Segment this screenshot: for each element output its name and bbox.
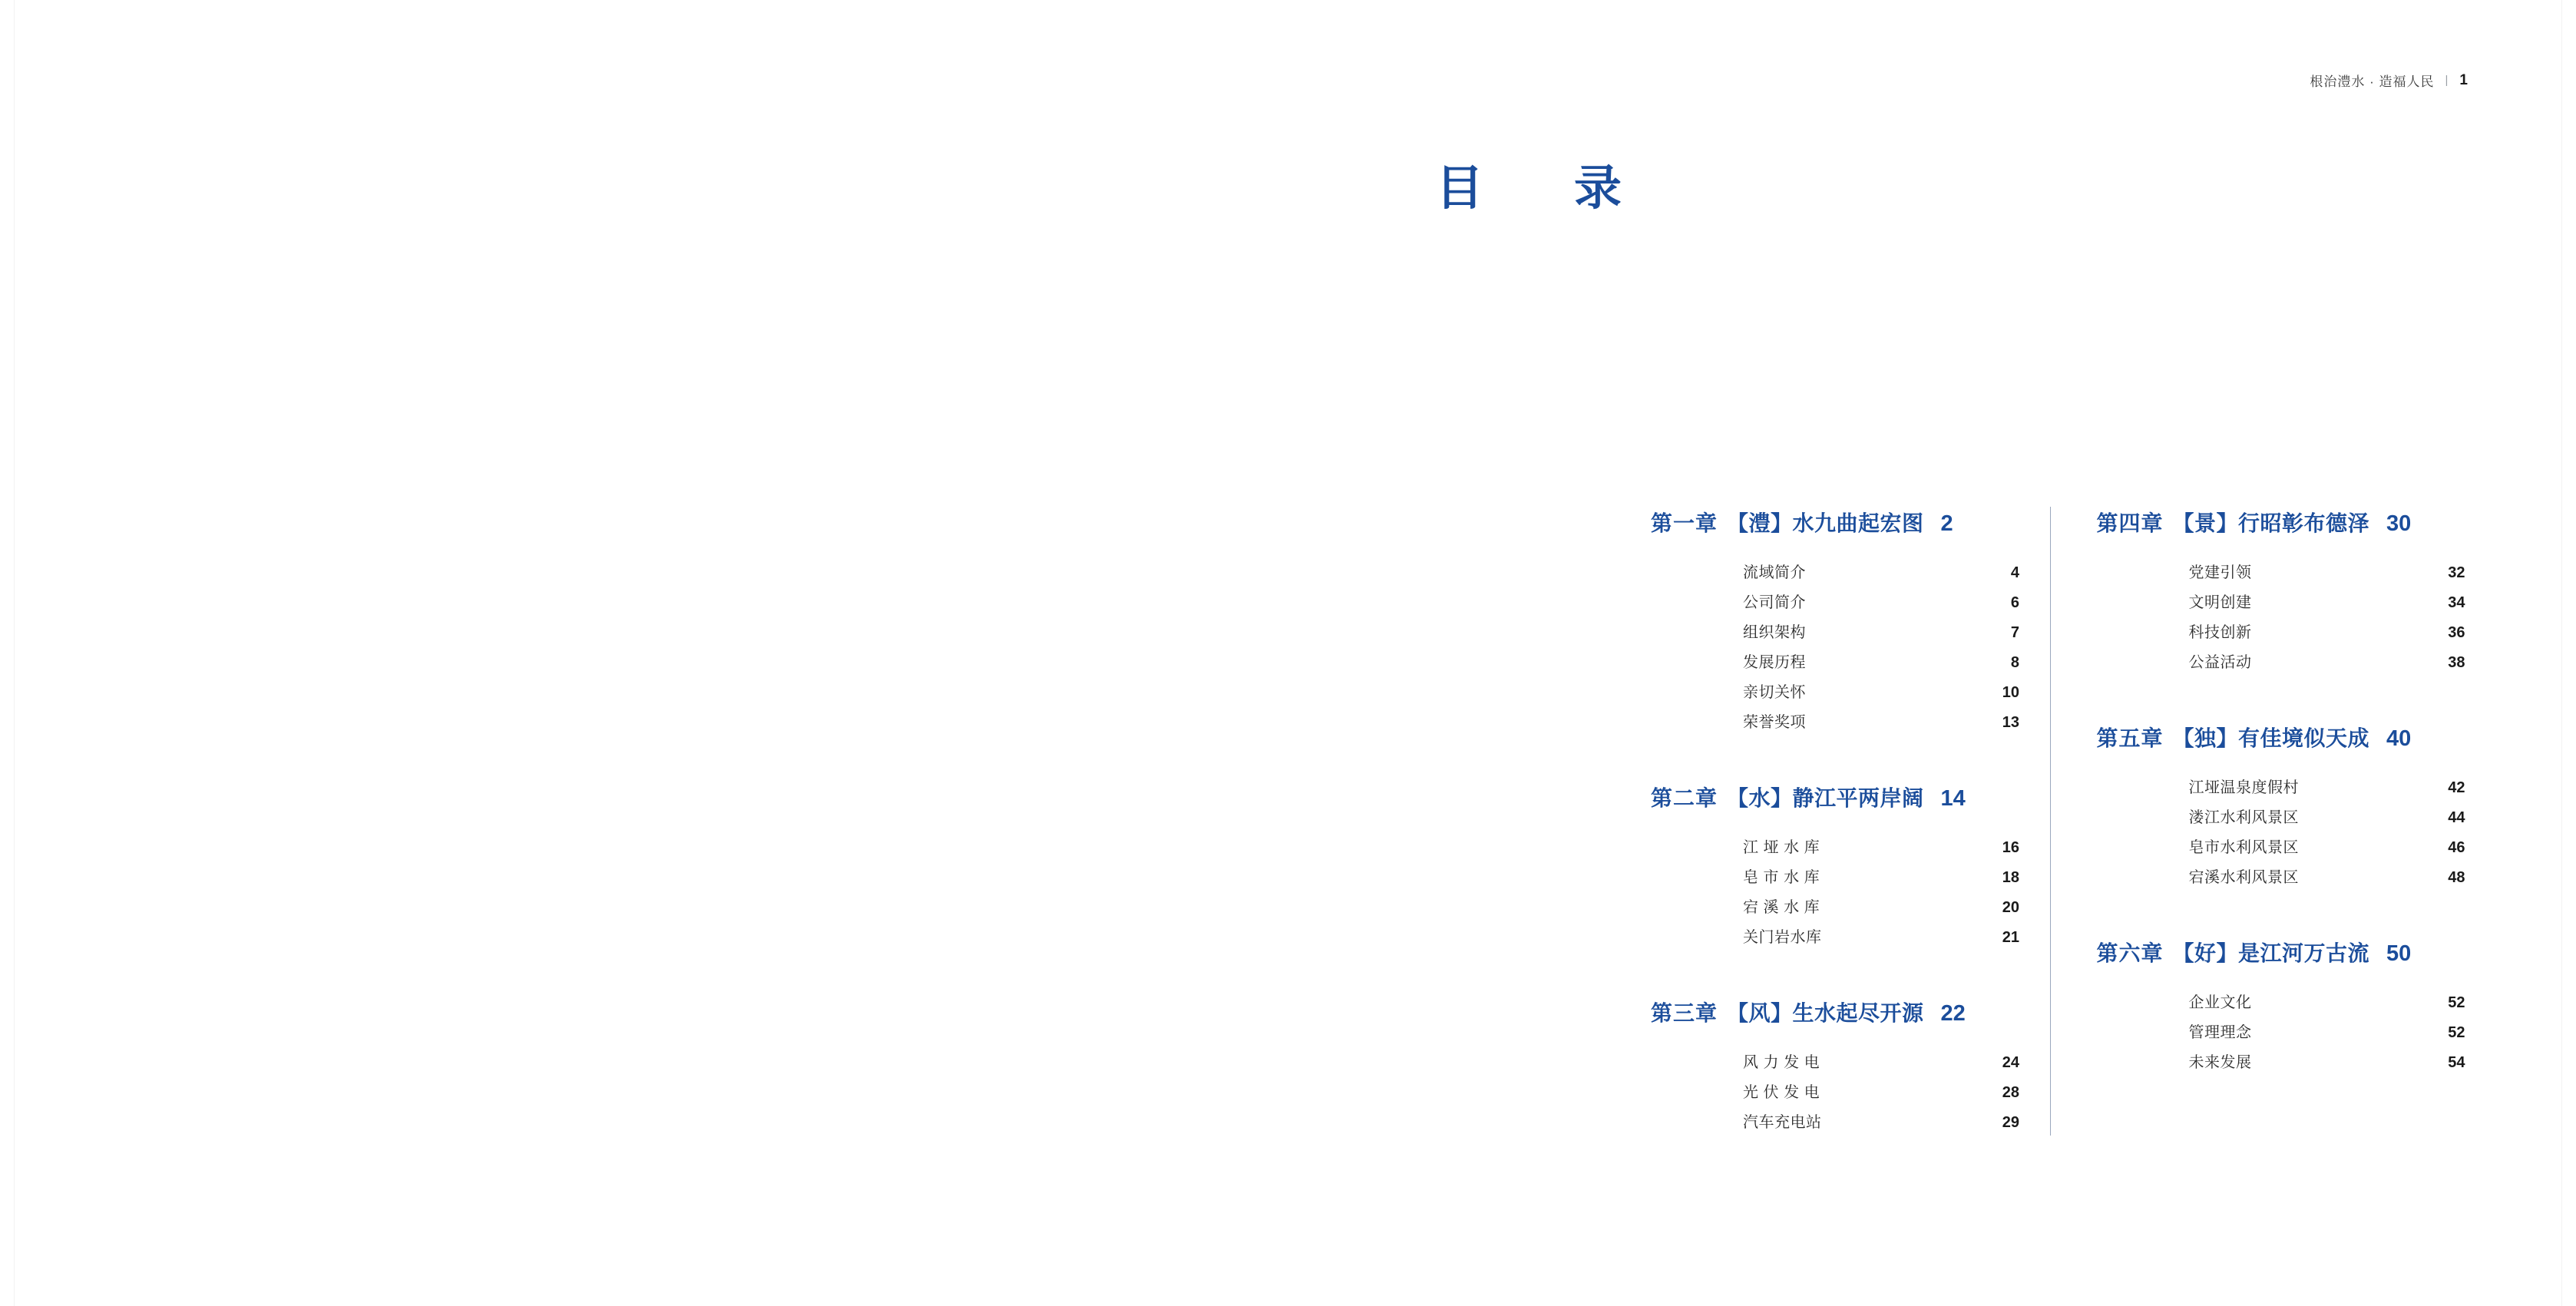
toc-entry-list [2189,556,2465,676]
running-head [2310,71,2469,90]
chapter-page: 2 [1940,511,1953,536]
page-number: 1 [2459,71,2469,88]
entry-label: 发展历程 [1743,654,1806,671]
list-item[interactable] [2189,771,2465,801]
toc-chapter-heading[interactable] [2097,507,2496,537]
list-item[interactable] [2189,801,2465,831]
list-item[interactable] [2189,1016,2465,1046]
toc-chapter [1651,997,2050,1136]
list-item[interactable] [1743,676,2019,706]
entry-label: 企业文化 [2188,994,2252,1011]
list-item[interactable] [2189,831,2465,861]
toc-entry-list [1743,1046,2019,1136]
entry-page: 21 [2002,929,2019,946]
toc-entry-list [1743,831,2019,951]
entry-page: 24 [2002,1054,2019,1071]
entry-page: 29 [2002,1114,2019,1131]
entry-label: 文明创建 [2188,594,2252,611]
entry-page: 46 [2448,839,2465,856]
entry-page: 36 [2448,624,2465,641]
toc-chapter-heading[interactable] [2097,937,2496,967]
entry-label: 皂市水利风景区 [2188,839,2299,856]
toc-chapter-heading[interactable] [1651,997,2050,1027]
running-head-separator: | [2445,74,2449,87]
list-item[interactable] [1743,891,2019,921]
list-item[interactable] [2189,646,2465,676]
chapter-page: 50 [2386,941,2412,966]
list-item[interactable] [2189,986,2465,1016]
list-item[interactable] [2189,556,2465,586]
list-item[interactable] [2189,1046,2465,1076]
chapter-number: 第六章 [2096,941,2164,965]
entry-page: 10 [2002,684,2019,701]
chapter-name: 【独】有佳境似天成 [2172,726,2370,750]
toc-column-left [1651,507,2050,1136]
entry-label: 流域简介 [1743,564,1806,581]
toc-chapter [1651,507,2050,736]
entry-label: 科技创新 [2188,624,2252,641]
chapter-name: 【好】是江河万古流 [2172,941,2370,965]
chapter-name: 【风】生水起尽开源 [1727,1001,1924,1025]
entry-label: 江垭温泉度假村 [2188,779,2299,796]
list-item[interactable] [1743,706,2019,736]
entry-label: 未来发展 [2188,1054,2252,1071]
list-item[interactable] [1743,1046,2019,1076]
entry-label: 公益活动 [2188,654,2252,671]
entry-label: 关门岩水库 [1743,929,1822,946]
entry-page: 32 [2448,564,2465,581]
entry-label: 光 伏 发 电 [1743,1084,1820,1101]
toc-chapter [2097,507,2496,676]
entry-page: 42 [2448,779,2465,796]
chapter-number: 第四章 [2096,511,2164,535]
list-item[interactable] [1743,1076,2019,1106]
entry-label: 公司简介 [1743,594,1806,611]
entry-label: 党建引领 [2188,564,2252,581]
entry-page: 6 [2010,594,2019,611]
toc-entry-list [2189,771,2465,891]
entry-label: 汽车充电站 [1743,1114,1822,1131]
entry-page: 8 [2010,654,2019,671]
toc-chapter [2097,722,2496,891]
toc-entry-list [1743,556,2019,736]
entry-label: 荣誉奖项 [1743,714,1806,731]
entry-label: 江 垭 水 库 [1743,839,1820,856]
chapter-number: 第五章 [2096,726,2164,750]
toc-chapter-heading[interactable] [1651,782,2050,812]
toc-column-right [2050,507,2496,1136]
toc-chapter-heading[interactable] [2097,722,2496,752]
chapter-page: 40 [2386,726,2412,751]
chapter-page: 22 [1940,1001,1966,1026]
list-item[interactable] [1743,861,2019,891]
page-title: 目 录 [1436,162,1644,215]
toc-chapter [2097,937,2496,1076]
entry-page: 28 [2002,1084,2019,1101]
entry-page: 18 [2002,869,2019,886]
chapter-page: 30 [2386,511,2412,536]
entry-page: 52 [2448,1024,2465,1041]
chapter-name: 【景】行昭彰布德泽 [2172,511,2370,535]
entry-label: 宕 溪 水 库 [1743,899,1820,916]
entry-page: 44 [2448,809,2465,826]
toc-entry-list [2189,986,2465,1076]
entry-page: 54 [2448,1054,2465,1071]
chapter-page: 14 [1940,786,1966,811]
toc-chapter [1651,782,2050,951]
chapter-number: 第三章 [1651,1001,1718,1025]
page-left-edge [0,0,15,1306]
list-item[interactable] [1743,586,2019,616]
entry-label: 管理理念 [2188,1024,2252,1041]
chapter-name: 【澧】水九曲起宏图 [1727,511,1924,535]
entry-page: 34 [2448,594,2465,611]
page-right-edge [2561,0,2576,1306]
entry-label: 皂 市 水 库 [1743,869,1820,886]
chapter-name: 【水】静江平两岸阔 [1727,786,1924,810]
list-item[interactable] [2189,861,2465,891]
entry-label: 宕溪水利风景区 [2188,869,2299,886]
entry-page: 7 [2010,624,2019,641]
entry-label: 亲切关怀 [1743,684,1806,701]
chapter-number: 第一章 [1651,511,1718,535]
entry-label: 风 力 发 电 [1743,1054,1820,1071]
list-item[interactable] [1743,831,2019,861]
running-head-slogan: 根治澧水 · 造福人民 [2310,74,2435,89]
entry-page: 13 [2002,714,2019,731]
entry-page: 16 [2002,839,2019,856]
entry-page: 4 [2010,564,2019,581]
list-item[interactable] [1743,646,2019,676]
entry-page: 48 [2448,869,2465,886]
toc-chapter-heading[interactable] [1651,507,2050,537]
list-item[interactable] [1743,1106,2019,1136]
entry-page: 20 [2002,899,2019,916]
list-item[interactable] [1743,921,2019,951]
list-item[interactable] [2189,616,2465,646]
entry-page: 52 [2448,994,2465,1011]
toc-columns [1651,507,2495,1136]
list-item[interactable] [1743,556,2019,586]
list-item[interactable] [2189,586,2465,616]
entry-label: 组织架构 [1743,624,1806,641]
list-item[interactable] [1743,616,2019,646]
entry-label: 溇江水利风景区 [2188,809,2299,826]
entry-page: 38 [2448,654,2465,671]
chapter-number: 第二章 [1651,786,1718,810]
